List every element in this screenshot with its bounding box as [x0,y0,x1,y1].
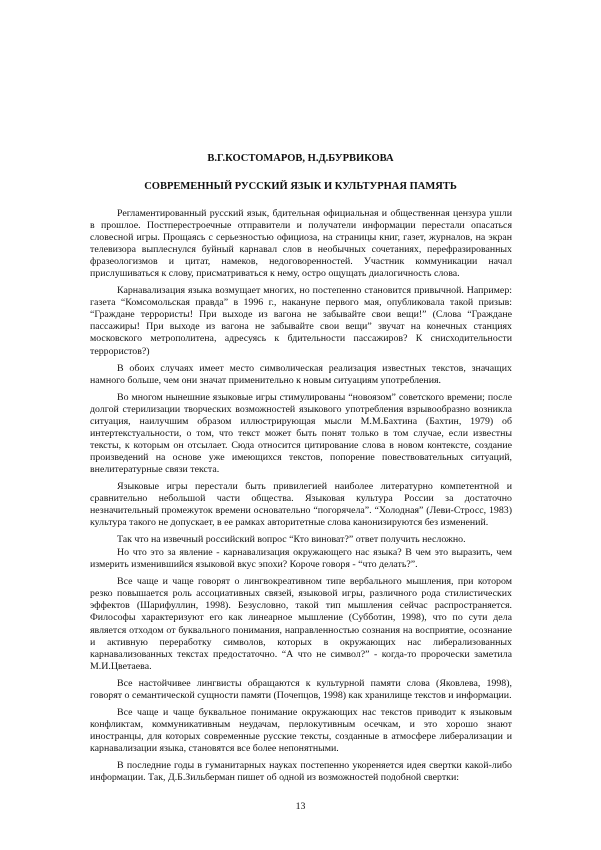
paragraph-5: Языковые игры перестали быть привилегией наиболее литературно компетентной и сравнительно небольшой части общества. Языковая культура России за достаточно незначительный промежуток времени основательно “погорячела”. “Холодная” (Леви-Стросс, 1983) культура такого не допускает, в ее рамках авторитетные слова канонизируются без изменений. [90,480,512,529]
paragraph-1: Регламентированный русский язык, бдительная официальная и общественная цензура ушли в прошлое. Постперестроечные отправители и получатели информации перестали опасаться словесной игры. Прощаясь с серьезностью официоза, на страницы книг, газет, журналов, на экран телевизора выплеснулся буйный карнавал слов в необычных сочетаниях, перефразированных фразеологизмов и цитат, намеков, недоговоренностей. Участник коммуникации начал прислушиваться к слову, присматриваться к нему, остро ощущать диалогичность слова. [90,208,512,280]
paragraph-8: Все чаще и чаще говорят о лингвокреативном типе вербального мышления, при котором резко повышается роль ассоциативных связей, языковой игры, различного рода стилистических эффектов (Шарифуллин, 1998). Безусловно, такой тип мышления сейчас распространяется. Философы характеризуют его как линеарное мышление (Субботин, 1998), что по сути дела является отходом от буквального понимания, направленностью сознания на восприятие, осознание и активную переработку символов, которых в окружающих нас либерализованных карнавализованных текстах предостаточно. “А что не символ?” - когда-то пророчески заметила М.И.Цветаева. [90,576,512,672]
paragraph-6: Так что на извечный российский вопрос “Кто виноват?” ответ получить несложно. [117,534,466,546]
paragraph-7: Но что это за явление - карнавализация окружающего нас языка? В чем это выразить, чем измерить изменившийся языковой вкус эпохи? Короче говоря - “что делать?”. [90,547,512,571]
paragraph-9: Все настойчивее лингвисты обращаются к культурной памяти слова (Яковлева, 1998), говорят о семантической сущности памяти (Почепцов, 1998) как хранилище текстов и информации. [90,677,512,701]
page-number: 13 [295,801,306,812]
article-body [90,208,512,789]
paragraph-4: Во многом нынешние языковые игры стимулированы “новоязом” советского времени; после долгой стерилизации творческих возможностей языкового употребления взрывообразно возникла ситуация, наилучшим образом иллюстрирующая мысли М.М.Бахтина (Бахтин, 1979) об интертекстуальности, о том, что текст может быть понят только в том случае, если известны тексты, к которым он отсылает. Сюда относится цитирование слова в новом контексте, создание произведений на основе уже имеющихся текстов, попорение повествовательных ситуаций, внелитературные связи текста. [90,391,512,475]
paragraph-10: Все чаще и чаще буквальное понимание окружающих нас текстов приводит к языковым конфликтам, коммуникативным неудачам, перлокутивным осечкам, и это хорошо знают иностранцы, для которых современные русские тексты, созданные в атмосфере либерализации и карнавализации языка, становятся все более непонятными. [90,706,512,754]
paragraph-2: Карнавализация языка возмущает многих, но постепенно становится привычной. Например: газета “Комсомольская правда” в 1996 г., накануне первого мая, опубликовала такой призыв: “Граждане террористы! При выходе из вагона не забывайте свои вещи!” (Слова “Граждане пассажиры! При выходе из вагона не забывайте свои вещи” звучат на конечных станциях московского метрополитена, адресуясь к бдительности пассажиров? К снисходительности террористов?) [90,285,512,357]
paragraph-11: В последние годы в гуманитарных науках постепенно укореняется идея свертки какой-либо информации. Так, Д.Б.Зильберман пишет об одной из возможностей подобной свертки: [90,759,512,784]
paragraph-3: В обоих случаях имеет место символическая реализация известных текстов, значащих намного больше, чем они значат применительно к новым ситуациям употребления. [90,362,512,386]
article-authors: В.Г.КОСТОМАРОВ, Н.Д.БУРВИКОВА [207,153,394,164]
article-title: СОВРЕМЕННЫЙ РУССКИЙ ЯЗЫК И КУЛЬТУРНАЯ ПАМЯТЬ [144,181,457,192]
